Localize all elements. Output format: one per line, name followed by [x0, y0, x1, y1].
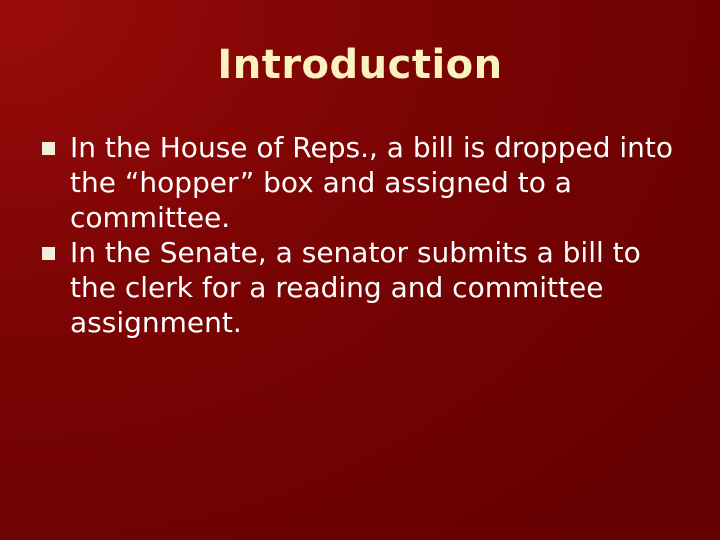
- bullet-list: [42, 130, 682, 340]
- square-bullet-icon: [42, 142, 55, 155]
- slide-title: Introduction: [217, 42, 503, 88]
- bullet-text: In the Senate, a senator submits a bill to the clerk for a reading and committee assignment.: [70, 236, 641, 339]
- bullet-text: In the House of Reps., a bill is dropped into the “hopper” box and assigned to a committee.: [70, 131, 673, 234]
- bullet-item: [42, 235, 682, 340]
- square-bullet-icon: [42, 247, 55, 260]
- bullet-item: [42, 130, 682, 235]
